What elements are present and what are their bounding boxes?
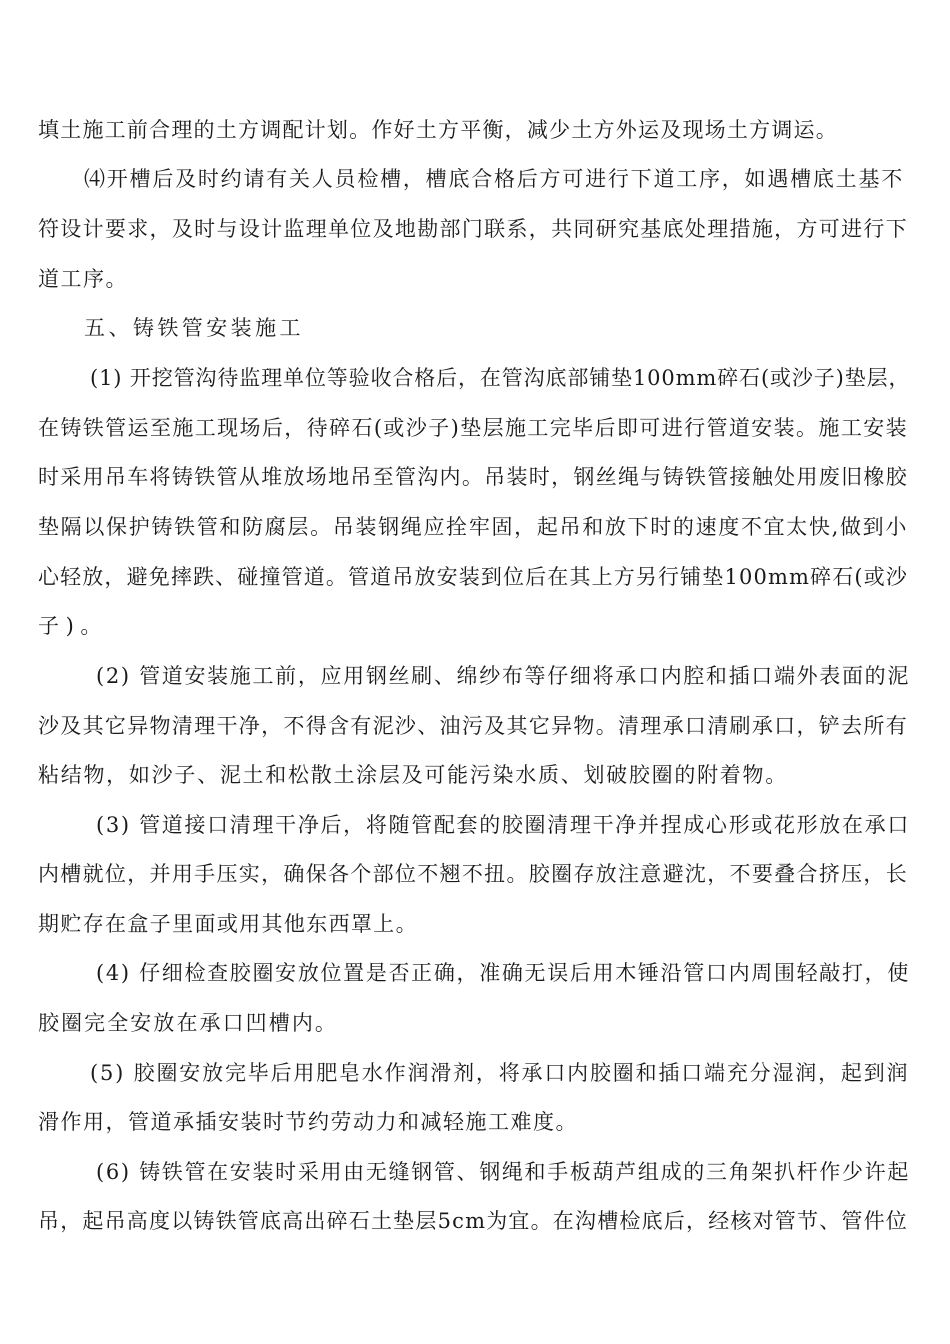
text-line-6: (1) 开挖管沟待监理单位等验收合格后，在管沟底部铺垫100mm碎石(或沙子)垫层， <box>90 366 911 390</box>
text-line-11: 子)。 <box>38 614 108 638</box>
text-line-8: 时采用吊车将铸铁管从堆放场地吊至管沟内。吊装时，钢丝绳与铸铁管接触处用废旧橡胶 <box>38 465 908 489</box>
text-line-10: 心轻放，避免摔跌、碰撞管道。管道吊放安装到位后在其上方另行铺垫100mm碎石(或沙 <box>38 565 908 589</box>
text-line-12: (2) 管道安装施工前，应用钢丝刷、绵纱布等仔细将承口内腔和插口端外表面的泥 <box>96 664 910 688</box>
text-line-2: ⑷开槽后及时约请有关人员检槽，槽底合格后方可进行下道工序，如遇槽底土基不 <box>84 167 904 191</box>
text-line-13: 沙及其它异物清理干净，不得含有泥沙、油污及其它异物。清理承口清刷承口，铲去所有 <box>38 714 908 738</box>
text-line-3: 符设计要求，及时与设计监理单位及地勘部门联系，共同研究基底处理措施，方可进行下 <box>38 217 908 241</box>
text-line-7: 在铸铁管运至施工现场后，待碎石(或沙子)垫层施工完毕后即可进行管道安装。施工安装 <box>38 416 908 440</box>
text-line-9: 垫隔以保护铸铁管和防腐层。吊装钢绳应拴牢固，起吊和放下时的速度不宜太快,做到小 <box>38 515 908 539</box>
text-line-17: 期贮存在盒子里面或用其他东西罩上。 <box>38 912 418 936</box>
text-line-4: 道工序。 <box>38 267 128 291</box>
text-line-20: (5) 胶圈安放完毕后用肥皂水作润滑剂，将承口内胶圈和插口端充分湿润，起到润 <box>90 1061 910 1085</box>
text-line-19: 胶圈完全安放在承口凹槽内。 <box>38 1011 338 1035</box>
text-line-16: 内槽就位，并用手压实，确保各个部位不翘不扭。胶圈存放注意避沈，不要叠合挤压，长 <box>38 862 908 886</box>
section-heading-5: 五、铸铁管安装施工 <box>84 316 304 340</box>
text-line-1: 填土施工前合理的土方调配计划。作好土方平衡，减少土方外运及现场土方调运。 <box>38 118 838 142</box>
text-line-21: 滑作用，管道承插安装时节约劳动力和减轻施工难度。 <box>38 1110 578 1134</box>
text-line-14: 粘结物，如沙子、泥土和松散土涂层及可能污染水质、划破胶圈的附着物。 <box>38 763 788 787</box>
text-line-22: (6) 铸铁管在安装时采用由无缝钢管、钢绳和手板葫芦组成的三角架扒杆作少许起 <box>96 1160 910 1184</box>
text-line-18: (4) 仔细检查胶圈安放位置是否正确，准确无误后用木锤沿管口内周围轻敲打，使 <box>96 961 910 985</box>
text-line-23: 吊，起吊高度以铸铁管底高出碎石土垫层5cm为宜。在沟槽检底后，经核对管节、管件位 <box>38 1209 908 1233</box>
text-line-15: (3) 管道接口清理干净后，将随管配套的胶圈清理干净并捏成心形或花形放在承口 <box>96 813 910 837</box>
